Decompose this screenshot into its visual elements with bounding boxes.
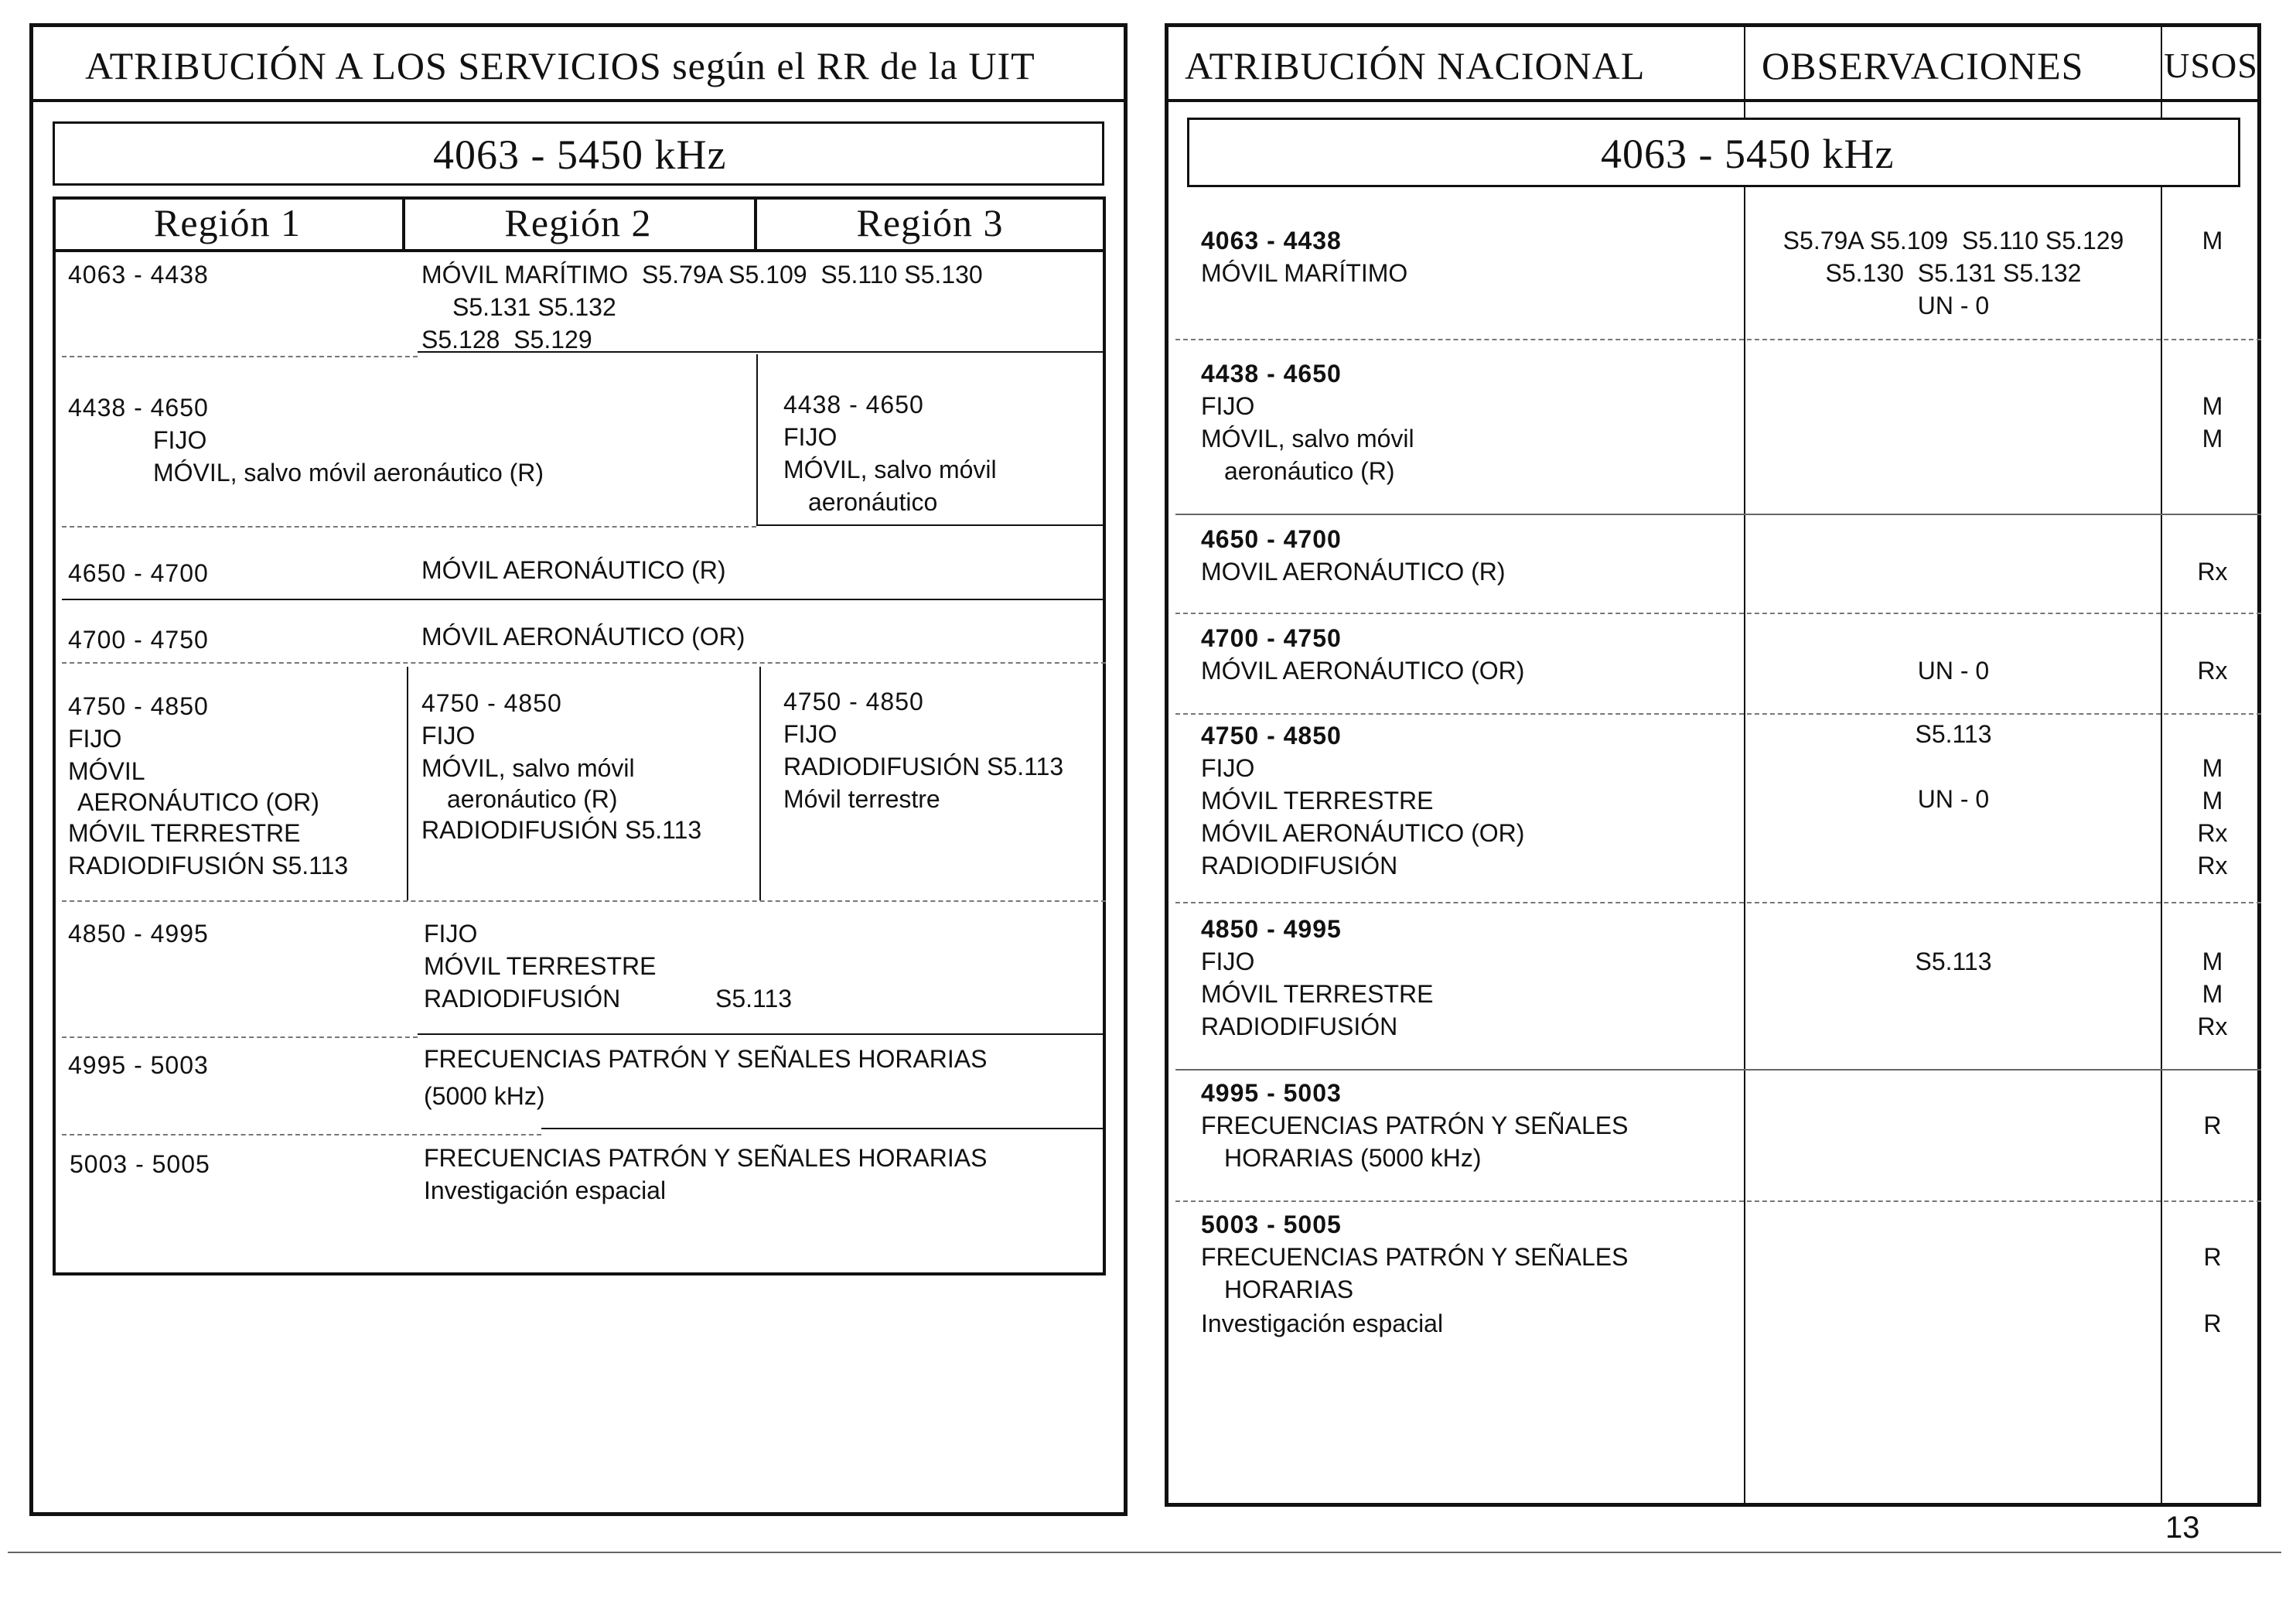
nat-row-4700-obs-1: UN - 0 [1917,657,1990,685]
row-4750-divider-1 [407,667,408,900]
nat-row-4850-line-2: MÓVIL TERRESTRE [1201,980,1434,1008]
right-header-national: ATRIBUCIÓN NACIONAL [1185,44,1646,87]
nat-row-divider [1175,1200,2261,1202]
row-divider [62,662,1106,664]
nat-row-5003-uso-2: R [2203,1310,2222,1337]
row-4438-r12-line-1: FIJO [153,426,207,454]
row-divider [62,900,1106,902]
region-header-divider [53,249,1106,252]
left-table [53,196,1106,1275]
row-4850-line-2: MÓVIL TERRESTRE [424,952,657,980]
right-header-usos: USOS [2164,46,2258,85]
nat-row-4995-uso-1: R [2203,1112,2222,1139]
page-number: 13 [2165,1511,2200,1545]
nat-row-divider [1175,613,2261,614]
left-header-title: ATRIBUCIÓN A LOS SERVICIOS según el RR de la UIT [85,44,1035,87]
region-3-header: Región 3 [856,201,1004,244]
row-divider [418,1033,1106,1035]
nat-row-5003-uso-1: R [2203,1243,2222,1271]
nat-row-divider [1175,1069,2261,1071]
row-4750-r3-line-2: RADIODIFUSIÓN S5.113 [783,753,1064,780]
nat-row-4750-line-4: RADIODIFUSIÓN [1201,852,1398,879]
left-header-divider [29,99,1128,102]
row-5003-code: 5003 - 5005 [70,1150,210,1178]
row-4995-line-2: (5000 kHz) [424,1082,545,1110]
nat-row-4700-line-1: MÓVIL AERONÁUTICO (OR) [1201,657,1525,685]
region-1-header: Región 1 [154,201,301,244]
nat-row-4750-obs-1: S5.113 [1915,720,1992,748]
row-4750-r2-line-4: RADIODIFUSIÓN S5.113 [421,816,702,844]
row-4700-code: 4700 - 4750 [68,626,209,654]
right-band-title: 4063 - 5450 kHz [1601,131,1895,177]
row-4438-r3-line-3: aeronáutico [808,488,938,516]
row-4063-footnotes-2: S5.128 S5.129 [421,326,592,353]
nat-row-4995-line-2: HORARIAS (5000 kHz) [1224,1144,1482,1172]
row-4438-r12-line-2: MÓVIL, salvo móvil aeronáutico (R) [153,459,544,487]
row-4750-r1-code: 4750 - 4850 [68,692,209,720]
nat-row-4063-line-1: MÓVIL MARÍTIMO [1201,259,1408,287]
nat-row-5003-line-1: FRECUENCIAS PATRÓN Y SEÑALES [1201,1243,1629,1271]
row-4750-r3-line-1: FIJO [783,720,838,748]
row-4063-service: MÓVIL MARÍTIMO S5.79A S5.109 S5.110 S5.130 [421,261,983,289]
row-5003-line-2: Investigación espacial [424,1176,667,1204]
row-divider [62,599,1106,600]
nat-row-4750-uso-2: M [2202,787,2223,814]
row-4063-footnotes-1: S5.131 S5.132 [452,293,616,321]
nat-row-4063-obs-2: S5.130 S5.131 S5.132 [1825,259,2082,287]
nat-row-4750-uso-4: Rx [2197,852,2228,879]
nat-row-4750-uso-3: Rx [2197,819,2228,847]
nat-row-4063-uso-1: M [2202,227,2223,254]
row-4700-service: MÓVIL AERONÁUTICO (OR) [421,623,745,651]
row-4750-r1-line-3: AERONÁUTICO (OR) [77,788,319,816]
nat-row-4750-code: 4750 - 4850 [1201,722,1342,750]
row-4750-r1-line-1: FIJO [68,725,122,753]
row-divider [756,524,1106,526]
row-4850-line-1: FIJO [424,920,478,948]
row-4750-r2-line-1: FIJO [421,722,476,750]
nat-row-4438-uso-2: M [2202,425,2223,452]
nat-row-4650-code: 4650 - 4700 [1201,525,1342,553]
row-4750-r3-code: 4750 - 4850 [783,688,924,715]
row-4750-divider-2 [759,667,761,900]
left-band-title: 4063 - 5450 kHz [433,131,727,178]
nat-row-4438-line-1: FIJO [1201,392,1255,420]
row-4995-line-1: FRECUENCIAS PATRÓN Y SEÑALES HORARIAS [424,1045,988,1073]
row-4850-code: 4850 - 4995 [68,920,209,948]
row-divider [62,1036,418,1038]
nat-row-divider [1175,902,2261,903]
nat-row-4438-line-2: MÓVIL, salvo móvil [1201,425,1414,452]
nat-row-4063-code: 4063 - 4438 [1201,227,1342,254]
right-col-divider-obs [1744,23,1745,1507]
row-4438-divider [756,354,758,524]
nat-row-4438-code: 4438 - 4650 [1201,360,1342,388]
nat-row-divider [1175,514,2261,515]
nat-row-4850-uso-3: Rx [2197,1013,2228,1040]
row-divider [62,356,418,357]
nat-row-4995-code: 4995 - 5003 [1201,1079,1342,1107]
row-4750-r2-code: 4750 - 4850 [421,689,562,717]
nat-row-4995-line-1: FRECUENCIAS PATRÓN Y SEÑALES [1201,1112,1629,1139]
region-2-header: Región 2 [504,201,652,244]
nat-row-4750-line-3: MÓVIL AERONÁUTICO (OR) [1201,819,1525,847]
nat-row-4750-uso-1: M [2202,754,2223,782]
nat-row-5003-line-2: HORARIAS [1224,1275,1354,1303]
nat-row-4850-code: 4850 - 4995 [1201,915,1342,943]
row-4063-code: 4063 - 4438 [68,261,209,289]
row-4750-r1-line-5: RADIODIFUSIÓN S5.113 [68,852,349,879]
row-4750-r2-line-3: aeronáutico (R) [447,785,618,813]
row-4750-r1-line-2: MÓVIL [68,757,145,785]
row-4650-code: 4650 - 4700 [68,559,209,587]
nat-row-4650-uso-1: Rx [2197,558,2228,586]
nat-row-5003-code: 5003 - 5005 [1201,1211,1342,1238]
nat-row-4850-line-1: FIJO [1201,948,1255,975]
row-4995-code: 4995 - 5003 [68,1051,209,1079]
row-divider [62,1134,541,1135]
nat-row-4850-line-3: RADIODIFUSIÓN [1201,1013,1398,1040]
row-divider [62,526,756,528]
nat-row-4700-code: 4700 - 4750 [1201,624,1342,652]
row-4438-r12-code: 4438 - 4650 [68,394,209,422]
nat-row-5003-line-3: Investigación espacial [1201,1310,1444,1337]
nat-row-4650-line-1: MOVIL AERONÁUTICO (R) [1201,558,1506,586]
nat-row-divider [1175,339,2261,340]
row-divider [418,351,1106,353]
right-col-divider-usos [2161,23,2162,1507]
row-4750-r3-line-3: Móvil terrestre [783,785,940,813]
row-4650-service: MÓVIL AERONÁUTICO (R) [421,556,726,584]
nat-row-4850-uso-1: M [2202,948,2223,975]
page-footer-rule [8,1552,2281,1553]
row-4750-r2-line-2: MÓVIL, salvo móvil [421,754,635,782]
nat-row-4850-obs-1: S5.113 [1915,948,1992,975]
nat-row-4700-uso-1: Rx [2197,657,2228,685]
row-4438-r3-line-2: MÓVIL, salvo móvil [783,456,997,483]
nat-row-4850-uso-2: M [2202,980,2223,1008]
row-4438-r3-code: 4438 - 4650 [783,391,924,418]
nat-row-4438-line-3: aeronáutico (R) [1224,457,1395,485]
nat-row-4750-line-1: FIJO [1201,754,1255,782]
row-divider [541,1128,1106,1129]
row-4850-footnote: S5.113 [715,985,793,1013]
nat-row-divider [1175,713,2261,715]
right-header-divider [1165,99,2261,102]
nat-row-4750-line-2: MÓVIL TERRESTRE [1201,787,1434,814]
row-5003-line-1: FRECUENCIAS PATRÓN Y SEÑALES HORARIAS [424,1144,988,1172]
row-4850-line-3: RADIODIFUSIÓN [424,985,621,1013]
row-4438-r3-line-1: FIJO [783,423,838,451]
nat-row-4063-obs-1: S5.79A S5.109 S5.110 S5.129 [1783,227,2124,254]
nat-row-4063-obs-3: UN - 0 [1917,292,1990,319]
right-header-observaciones: OBSERVACIONES [1762,44,2084,87]
nat-row-4750-obs-2: UN - 0 [1917,785,1990,813]
row-4750-r1-line-4: MÓVIL TERRESTRE [68,819,301,847]
nat-row-4438-uso-1: M [2202,392,2223,420]
